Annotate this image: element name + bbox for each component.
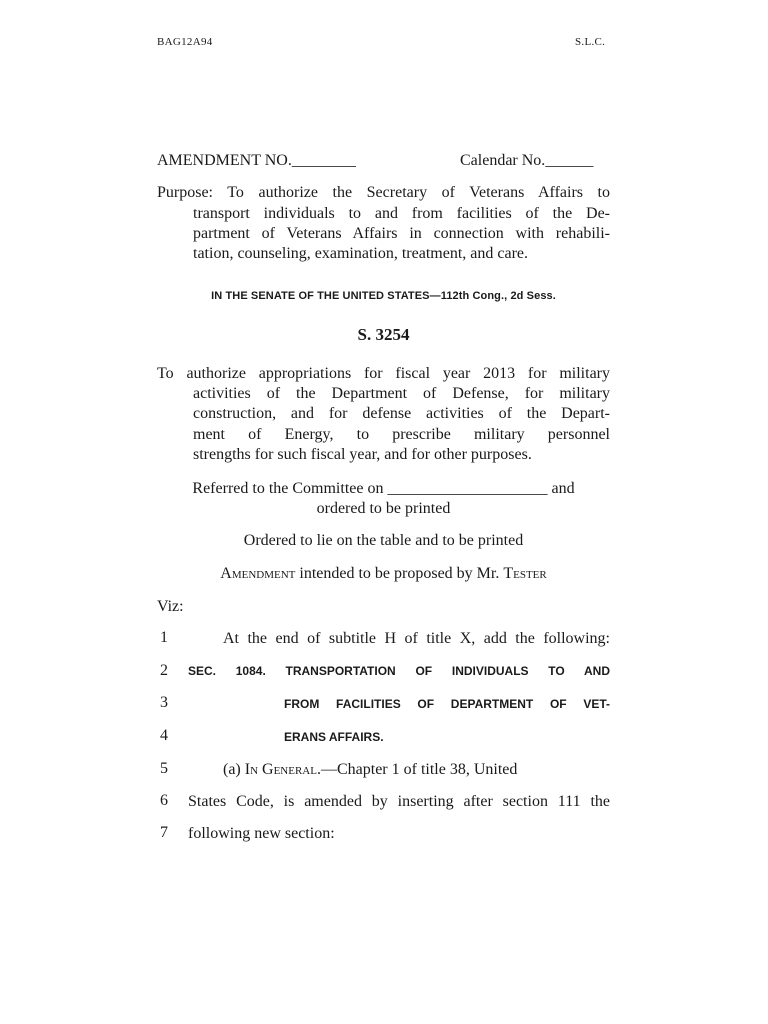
bill-title-line-4: ment of Energy, to prescribe military personnel [193,426,610,443]
bill-title-line-3: construction, and for defense activities of the Depart- [193,405,610,422]
bill-title-line-2: activities of the Department of Defense, for military [193,385,610,402]
section-heading-cont: FROM FACILITIES OF DEPARTMENT OF VET- [284,697,610,711]
amendment-intended-text: intended to be proposed by Mr. [299,565,500,582]
line-text: following new section: [188,825,335,842]
purpose-line-1: Purpose: To authorize the Secretary of Veterans Affairs to [157,184,610,201]
subsection-lead [223,760,517,780]
line-number: 1 [160,629,168,646]
viz-label: Viz: [157,598,184,615]
amendment-intended-line [157,564,610,584]
section-heading: SEC. 1084. TRANSPORTATION OF INDIVIDUALS TO AND [188,664,610,678]
bill-title-line-1: To authorize appropriations for fiscal year 2013 for military [157,365,610,382]
sponsor-name: Tester [503,565,547,582]
line-number: 4 [160,727,168,744]
line-text: States Code, is amended by inserting after section 111 the [188,793,610,810]
slc-label: S.L.C. [575,36,606,48]
subsection-heading: In General [244,761,317,778]
subsection-line [223,760,610,780]
subsection-prefix: (a) [223,761,241,778]
bill-title-line-5: strengths for such fiscal year, and for other purposes. [193,446,532,463]
calendar-number [460,151,593,171]
calendar-number-blank: ______ [545,152,594,169]
calendar-number-label: Calendar No. [460,152,546,169]
purpose-line-2: transport individuals to and from facilities of the De- [193,205,610,222]
purpose-line-4: tation, counseling, examination, treatment, and care. [193,245,528,262]
document-code: BAG12A94 [157,36,213,48]
line-number: 6 [160,792,168,809]
ordered-table-line: Ordered to lie on the table and to be printed [243,532,524,549]
amendment-word: Amendment [220,565,296,582]
amendment-number-blank: ________ [291,152,356,169]
line-number: 2 [160,662,168,679]
committee-blank: ____________________ [387,480,548,497]
subsection-text: .—Chapter 1 of title 38, United [316,761,518,778]
section-heading-end: ERANS AFFAIRS. [284,730,384,744]
line-number: 7 [160,824,168,841]
line-number: 5 [160,760,168,777]
line-text: At the end of subtitle H of title X, add the following: [223,630,610,647]
referred-suffix: and [551,480,575,497]
purpose-line-3: partment of Veterans Affairs in connection with rehabili- [193,225,610,242]
line-number: 3 [160,694,168,711]
referred-line [157,479,610,499]
ordered-printed-line: ordered to be printed [316,500,451,517]
amendment-number [157,151,356,171]
bill-number: S. 3254 [357,325,410,344]
referred-prefix: Referred to the Committee on [192,480,384,497]
senate-session-line: IN THE SENATE OF THE UNITED STATES—112th Cong., 2d Sess. [211,290,556,302]
amendment-number-label: AMENDMENT NO. [157,152,292,169]
